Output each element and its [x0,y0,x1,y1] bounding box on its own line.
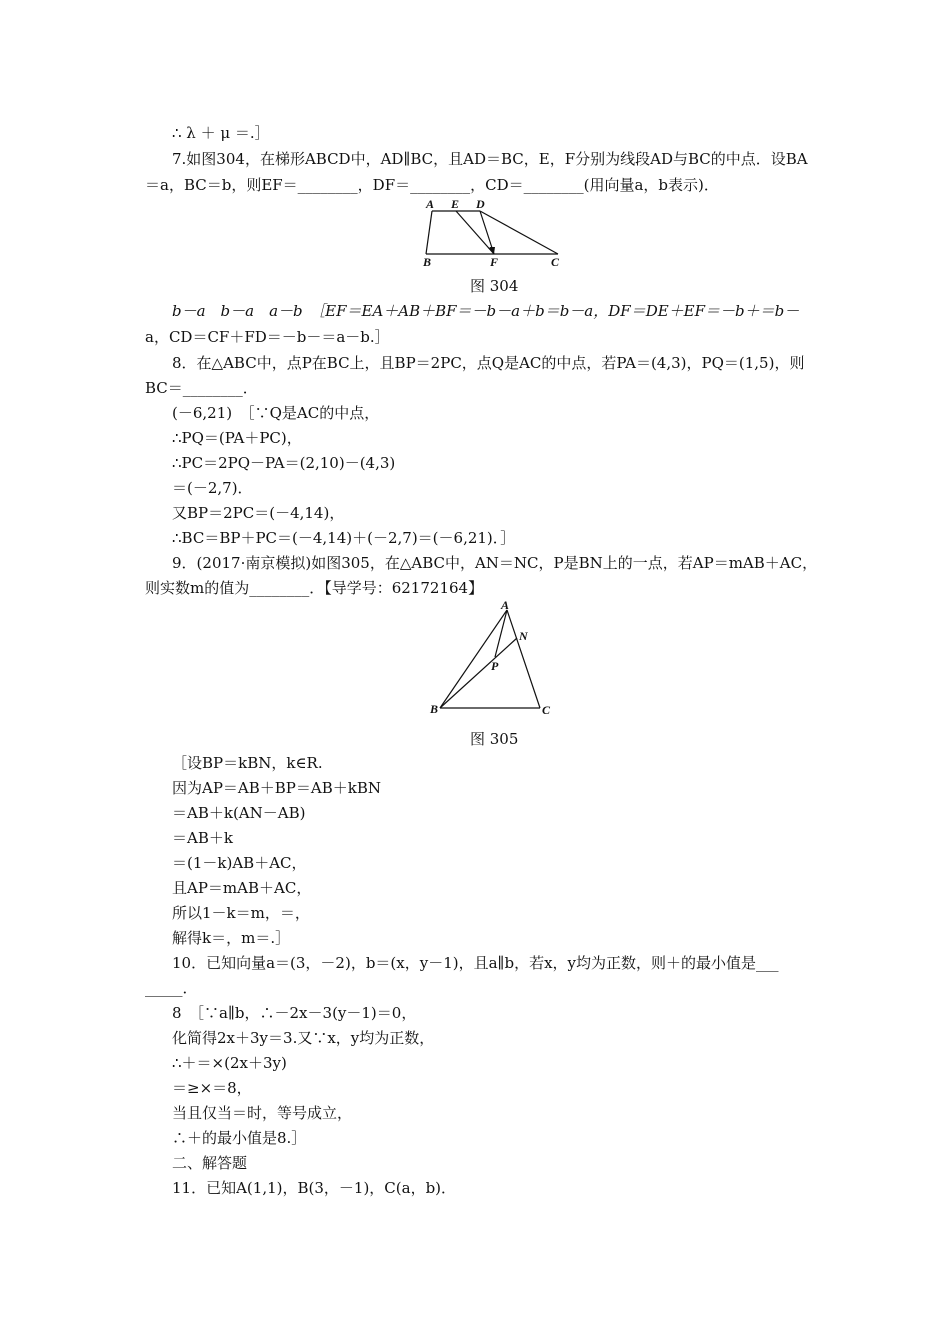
text-line: 且AP＝mAB＋AC， [172,879,312,897]
figure-305 [425,598,560,724]
text-line: ∴PC＝2PQ－PA＝(2,10)－(4,3) [172,454,396,472]
label-B: B [430,702,439,716]
label-F: F [490,255,499,268]
text-line: ∴＋＝×(2x＋3y) [172,1054,287,1072]
text-line: 化简得2x＋3y＝3.又∵x，y均为正数， [172,1029,435,1047]
text-line: ∴＋的最小值是8.］ [172,1129,307,1147]
label-B: B [423,255,432,268]
text-line: BC＝________． [145,379,258,397]
label-E: E [451,197,460,211]
text-line: (－6,21) ［∵Q是AC的中点， [172,404,380,422]
text-line: a，CD＝CF＋FD＝－b－＝a－b.］ [145,328,390,346]
text-line: 7.如图304，在梯形ABCD中，AD∥BC，且AD＝BC，E，F分别为线段AD与BC的中点．设BA [172,150,808,168]
text-line: 所以1－k＝m，＝， [172,904,310,922]
text-line: 当且仅当＝时，等号成立， [172,1104,353,1122]
text-line: 9．(2017·南京模拟)如图305，在△ABC中，AN＝NC，P是BN上的一点，若AP＝mAB＋AC， [172,554,818,572]
text-line: ∴ λ ＋ μ ＝.］ [172,124,270,142]
text-line: ＝≥×＝8， [172,1079,252,1097]
label-C: C [542,703,551,717]
text-line: 8 ［∵a∥b，∴－2x－3(y－1)＝0， [172,1004,417,1022]
text-line: ＝AB＋k(AN－AB) [172,804,306,822]
text-line: ［设BP＝kBN，k∈R. [172,754,323,772]
label-A: A [501,598,510,612]
text-line: 11．已知A(1,1)，B(3，－1)，C(a，b)． [172,1179,457,1197]
label-D: D [476,197,485,211]
text-line: ＝a，BC＝b，则EF＝________，DF＝________，CD＝________(用向量a，b表示)． [145,176,719,194]
text-line: b－a b－a a－b ［EF＝EA＋AB＋BF＝－b－a＋b＝b－a，DF＝DE＋EF＝－b＋＝b－ [172,302,800,320]
text-line: ∴BC＝BP＋PC＝(－4,14)＋(－2,7)＝(－6,21)．］ [172,529,516,547]
text-line: 8．在△ABC中，点P在BC上，且BP＝2PC，点Q是AC的中点，若PA＝(4,3)，PQ＝(1,5)，则 [172,354,805,372]
figure-304-caption: 图 304 [470,277,519,295]
text-line: ＝AB＋k [172,829,233,847]
text-line: 10．已知向量a＝(3，－2)，b＝(x，y－1)，且a∥b，若x，y均为正数，则＋的最小值是___ [172,954,779,972]
text-line: 解得k＝，m＝.］ [172,929,291,947]
label-A: A [426,197,435,211]
figure-304 [418,196,568,272]
text-line: 因为AP＝AB＋BP＝AB＋kBN [172,779,381,797]
text-line: _____． [145,979,198,997]
label-C: C [551,255,560,268]
figure-305-caption: 图 305 [470,730,519,748]
text-line: ＝(1－k)AB＋AC， [172,854,307,872]
text-line: ＝(－2,7)． [172,479,253,497]
text-line: 又BP＝2PC＝(－4,14)， [172,504,345,522]
text-line: ∴PQ＝(PA＋PC)， [172,429,302,447]
label-P: P [491,659,499,673]
label-N: N [519,629,528,643]
text-line: 二、解答题 [172,1154,248,1172]
text-line: 则实数m的值为________．【导学号：62172164】 [145,579,484,597]
